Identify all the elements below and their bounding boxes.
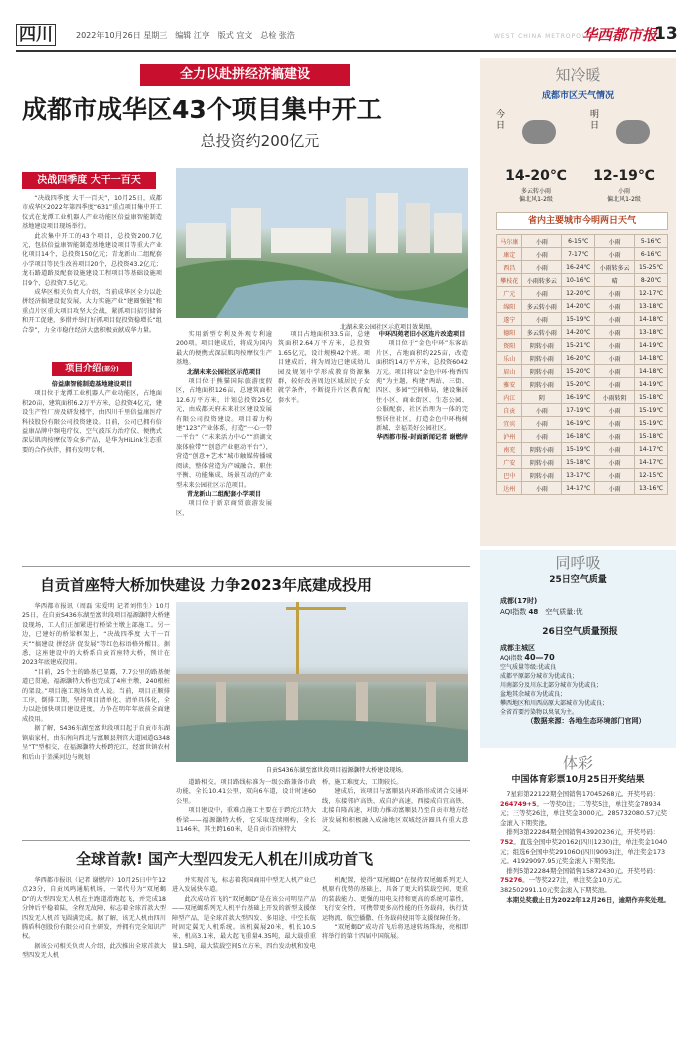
- air-line: 攀西地区和川西高原大部城市为优或良；: [500, 700, 609, 707]
- air-line: 全省首要污染物以臭氧为主。: [500, 709, 579, 716]
- sport-subtitle: 中国体育彩票10月25日开奖结果: [511, 775, 645, 785]
- city-weather-cell: 小雨: [595, 313, 635, 326]
- city-weather-cell: 阴转小雨: [522, 469, 562, 482]
- city-weather-cell: 10-16℃: [562, 274, 595, 287]
- city-weather-cell: 14-17℃: [562, 482, 595, 495]
- city-weather-cell: 6-16℃: [635, 248, 668, 261]
- paragraph: 华西都市报讯（记者 谢燃岸）10月25日中午12点23分，自贡凤鸣通航机场，一架代号为“双尾蝎D”的大型四发无人机在主跑道滑跑起飞，并完成18分钟后平稳着陆，全程无故障，标志着全球首款大型四发无人机首飞圆满完成。据了解，该无人机由四川腾盾科创股份有限公司自主研发，并拥有完全知识产权。: [22, 877, 166, 941]
- edition-meta: 2022年10月26日 星期三 编辑 江亨 版式 宜文 总检 张浩: [76, 31, 295, 40]
- tomorrow-label: 明日: [590, 110, 600, 131]
- cloud-rain-icon: [522, 120, 556, 144]
- city-weather-cell: 12-17℃: [635, 287, 668, 300]
- story2-col3: [322, 778, 468, 836]
- lottery-footer: 本期兑奖截止日为2022年12月26日，逾期作弃奖处理。: [506, 895, 670, 904]
- paragraph: 成华区相关负责人介绍，当前成华区全力以赴拼经济搞建设促发展，大力实施产业“建圈强链”和重点片区重大项目攻坚大会战，紧抓项目招引储备和开工促建，多措并举打好抓项目促投资稳增长“组合拳”，力全市稳住经济大盘积极贡献成华力量。: [22, 289, 162, 334]
- city-weather-cell: 15-20℃: [562, 378, 595, 391]
- story2-col1: [22, 602, 170, 834]
- paragraph: 实用新型专利及外观专利逾200项。项目建成后，将成为国内最大的便携式深层肌肉按摩仪生产基地。: [176, 331, 272, 367]
- air-subtitle-2: 26日空气质量预报: [542, 627, 618, 637]
- divider: [22, 840, 470, 841]
- paragraph: 据了解，S436东湖至富世段项目起于自贡市东湖镇庙家村，由东南向西北与富顺县荆宫大道园道G348呈“T”型相交，在福源灏特大桥跨沱江，经富世镇农村和后山于釜溪河边与规划: [22, 725, 170, 761]
- city-weather-cell: 小雨: [595, 378, 635, 391]
- city-weather-cell: 15-19℃: [562, 313, 595, 326]
- story1-col2-cont: [278, 330, 370, 564]
- air-city: 成都(17时): [500, 597, 538, 605]
- city-weather-row: [497, 248, 668, 261]
- today-desc: 多云转小雨: [520, 188, 551, 195]
- city-weather-cell: 遂宁: [497, 313, 522, 326]
- story3-col2: [172, 876, 316, 1044]
- paragraph: 并实现首飞，标志着我国商用中型无人机产业已进入发展快车道。: [172, 877, 316, 894]
- air-line: 川南部分及川东北部分城市为优或良；: [500, 682, 603, 689]
- city-weather-cell: 12-15℃: [635, 469, 668, 482]
- city-weather-cell: 宜宾: [497, 417, 522, 430]
- subhead-zhonghuan: 中环四苑老旧小区连片改造项目: [378, 331, 466, 338]
- city-weather-cell: 6-15℃: [562, 235, 595, 248]
- city-weather-cell: 广安: [497, 456, 522, 469]
- city-weather-cell: 15-20℃: [562, 365, 595, 378]
- city-weather-cell: 小雨: [595, 417, 635, 430]
- story1-col1: [22, 194, 162, 360]
- lottery-number: 75276: [500, 876, 523, 885]
- paragraph: 据该公司相关负责人介绍，此次推出全球首款大型四发无人机: [22, 942, 166, 960]
- air-line: 盆地其余城市为优或良；: [500, 691, 567, 698]
- city-weather-cell: 14-18℃: [635, 313, 668, 326]
- city-weather-cell: 小雨: [595, 430, 635, 443]
- story1-col3: [376, 330, 468, 564]
- aqi-value: 48: [528, 608, 539, 616]
- projects-tag-label: 项目介绍: [65, 364, 102, 374]
- city-weather-cell: 5-16℃: [635, 235, 668, 248]
- subhead-qinglong: 青龙新山二组配套小学项目: [186, 490, 262, 498]
- city-weather-cell: 13-18℃: [635, 326, 668, 339]
- city-weather-row: [497, 300, 668, 313]
- lottery-item: [500, 790, 670, 828]
- city-weather-cell: 15-19℃: [635, 404, 668, 417]
- city-weather-cell: 阴转小雨: [522, 456, 562, 469]
- lottery-body: 。直选全国中奖20162(四川1230)注，单注奖金1040元；组选6全国中奖29106O(四川9093)注，单注奖金173元。41929097.95元奖金滚入下期奖池。: [500, 837, 668, 866]
- city-weather-row: [497, 430, 668, 443]
- story2-photo-caption: 自贡S436东湖至富世段项目福源灏特大桥建设现场。: [266, 767, 408, 774]
- header-divider: [16, 50, 676, 52]
- paragraph: 机配置，使得“双尾蝎D”在保持双尾蝎系列无人机原有优势的基础上，具备了更大的装载空间、更重的装载能力、更强的用电支持和更高的系统可靠性，飞行安全性，可携带更多高性能的任务载荷，执行货运物流、航空播撒、任务载荷使用等支援保障任务。: [322, 877, 468, 922]
- tomorrow-temp: 12-19℃: [593, 168, 655, 184]
- city-weather-row: [497, 443, 668, 456]
- story1-kicker: 全力以赴拼经济搞建设: [140, 64, 350, 86]
- air-quality: 空气质量:优: [545, 608, 583, 616]
- story3-col3: [322, 876, 468, 1044]
- story1-headline: 成都市成华区43个项目集中开工: [22, 95, 382, 124]
- city-weather-cell: 阴: [522, 391, 562, 404]
- city-weather-cell: 小雨: [522, 313, 562, 326]
- paragraph: “目前，25个主的路基已显露，7.7公里的路基便道已贯通，福源灏特大桥也完成了4座主墩、240根桩的架设。”项目施工现场负责人说。当前，项目正顺排工序，倒排工期，坚持项目清单化、清单具体化，全力以赴加快项目建设进度，力争在明年年底前全面建成投用。: [22, 668, 170, 723]
- city-weather-cell: 15-18℃: [635, 430, 668, 443]
- air-quality-2: 空气质量等级:优或良: [500, 664, 557, 671]
- lottery-number: 752: [500, 837, 514, 846]
- city-weather-cell: 小雨转多云: [522, 274, 562, 287]
- city-weather-cell: 8-20℃: [635, 274, 668, 287]
- air-forecast: [500, 644, 672, 726]
- city-weather-cell: 雅安: [497, 378, 522, 391]
- air-area: 成都主城区: [500, 644, 535, 652]
- city-weather-cell: 小雨: [522, 430, 562, 443]
- city-weather-row: [497, 378, 668, 391]
- city-weather-cell: 多云转小雨: [522, 300, 562, 313]
- city-weather-cell: 攀枝花: [497, 274, 522, 287]
- city-weather-row: [497, 391, 668, 404]
- city-weather-cell: 达州: [497, 482, 522, 495]
- city-weather-cell: 13-18℃: [635, 300, 668, 313]
- city-weather-cell: 16-24℃: [562, 261, 595, 274]
- city-weather-row: [497, 326, 668, 339]
- city-weather-table: [496, 234, 668, 495]
- lottery-head: 7星彩第22122期全国销售17045268元。开奖号码：: [506, 790, 660, 798]
- story3-headline: 全球首款! 国产大型四发无人机在川成功首飞: [76, 850, 374, 868]
- paragraph: 项目占地面积33.5亩，总建筑面积2.64万平方米，总投资1.65亿元，设计规模42个班。项目建成后，将为周边已建成幼儿园及规划中学形成教育资源集群，较好改善周边区域居民子女就学条件，不断提升片区教育配套水平。: [278, 331, 370, 404]
- city-weather-cell: 小雨: [522, 248, 562, 261]
- city-weather-cell: 自贡: [497, 404, 522, 417]
- today-temp: 14-20℃: [505, 168, 567, 184]
- city-weather-cell: 小雨: [595, 352, 635, 365]
- today-wind: 偏北风1-2级: [519, 196, 553, 203]
- city-weather-cell: 15-21℃: [562, 339, 595, 352]
- city-weather-cell: 14-20℃: [562, 300, 595, 313]
- city-weather-cell: 南充: [497, 443, 522, 456]
- city-weather-row: [497, 339, 668, 352]
- aqi-label-2: AQI指数: [500, 655, 523, 662]
- paragraph: 桥，施工难度大、工期较长。: [322, 779, 403, 786]
- rendering-illustration: [176, 168, 468, 318]
- story1-photo: [176, 168, 468, 318]
- city-table-title: 省内主要城市今明两日天气: [496, 212, 668, 230]
- lottery-item: [500, 867, 670, 896]
- city-weather-row: [497, 482, 668, 495]
- city-weather-row: [497, 261, 668, 274]
- city-weather-cell: 小雨: [522, 482, 562, 495]
- cloud-rain-icon: [616, 120, 650, 144]
- air-title: 同呼吸: [555, 554, 601, 572]
- city-weather-row: [497, 417, 668, 430]
- city-weather-cell: 阴转小雨: [522, 443, 562, 456]
- tomorrow-desc: 小雨: [617, 188, 630, 195]
- city-weather-cell: 小雨: [595, 248, 635, 261]
- city-weather-row: [497, 404, 668, 417]
- subhead-beiyikang: 倍益康智能制造基地建设项目: [51, 381, 133, 388]
- city-weather-cell: 16-19℃: [562, 417, 595, 430]
- air-subtitle: 25日空气质量: [549, 575, 607, 585]
- today-forecast: [496, 110, 576, 210]
- city-weather-cell: 小雨: [595, 339, 635, 352]
- paragraph: 建成后，该项目与富顺县内环路形成闭合交通环线，东接邻庐高铁、成自泸高速，西接成自宜高铁、北接自隆高速，对助力推动富顺县乃至自贡市地方经济发展和积极融入成渝地区双城经济圈具有重大意义。: [322, 788, 468, 834]
- city-weather-cell: 小雨: [595, 443, 635, 456]
- subhead-beihu: 北湖未来公园社区示范项目: [186, 368, 262, 376]
- paragraph: 项目位于熊猫国际旅游度假区，占地面积126亩，总建筑面积12.6万平方米，计划总投资25亿元，由成都天府未来社区建设发展有限公司投资建设。项目着力构建“123”产业体系，打造“一心一带一平台”（“未来活力中心”“滨湖文旅体验带”“创意产业驱动平台”），营造“创意+艺术”城市触媒传播城阅读，整体营造为产城融合、职住平衡、功能集成、场景互动的产业型未来公园社区示范项目。: [176, 378, 272, 489]
- lottery-item: [500, 828, 670, 866]
- city-weather-row: [497, 274, 668, 287]
- city-weather-cell: 14-17℃: [635, 443, 668, 456]
- story1-byline: 华西都市报-封面新闻记者 谢燃岸: [376, 434, 468, 442]
- city-weather-cell: 16-19℃: [562, 391, 595, 404]
- city-weather-cell: 15-18℃: [562, 456, 595, 469]
- story1-col1b: [22, 380, 162, 558]
- city-weather-cell: 小雨: [522, 417, 562, 430]
- city-weather-cell: 14-18℃: [635, 352, 668, 365]
- weather-subtitle: 成都市区天气情况: [541, 91, 614, 101]
- city-weather-cell: 西昌: [497, 261, 522, 274]
- paragraph: 道路相交。项目路线标准为一级公路兼备市政功能，全长10.41公里，双向6车道，设计时速60公里。: [176, 779, 316, 805]
- aqi-label: AQI指数: [500, 608, 527, 616]
- city-weather-cell: 13-17℃: [562, 469, 595, 482]
- air-source: （数据来源：各地生态环境部门官网）: [526, 717, 646, 725]
- lottery-body: 。一等奖227注，单注奖金10万元。382502991.10元奖金滚入下期奖池。: [500, 876, 626, 894]
- tomorrow-forecast: [578, 110, 670, 210]
- city-weather-cell: 14-19℃: [635, 339, 668, 352]
- page-number: 13: [654, 24, 678, 44]
- city-weather-cell: 康定: [497, 248, 522, 261]
- city-weather-cell: 小雨: [522, 235, 562, 248]
- city-weather-cell: 小雨: [595, 456, 635, 469]
- city-weather-cell: 16-20℃: [562, 352, 595, 365]
- story1-subhead: 总投资约200亿元: [200, 132, 320, 150]
- city-weather-cell: 小雨转多云: [595, 261, 635, 274]
- city-weather-cell: 小雨: [595, 365, 635, 378]
- city-weather-row: [497, 365, 668, 378]
- story3-col1: [22, 876, 166, 1044]
- today-label: 今日: [496, 110, 506, 131]
- city-weather-row: [497, 287, 668, 300]
- city-weather-cell: 内江: [497, 391, 522, 404]
- paper-english-name: WEST CHINA METROPOLIS DAILY: [494, 33, 619, 40]
- city-weather-cell: 12-20℃: [562, 287, 595, 300]
- tomorrow-wind: 偏北风1-2级: [607, 196, 641, 203]
- city-weather-cell: 小雨: [595, 287, 635, 300]
- paper-logo: 华西都市报: [582, 26, 658, 44]
- story1-tag: 决战四季度 大干一百天: [22, 172, 156, 189]
- city-weather-cell: 泸州: [497, 430, 522, 443]
- city-weather-cell: 小雨: [522, 287, 562, 300]
- city-weather-cell: 阴转小雨: [522, 352, 562, 365]
- city-weather-cell: 7-17℃: [562, 248, 595, 261]
- city-weather-cell: 绵阳: [497, 300, 522, 313]
- city-weather-cell: 资阳: [497, 339, 522, 352]
- city-weather-cell: 小雨: [522, 404, 562, 417]
- paragraph: 项目位于“金色中环”东客站片区，占地面积约225亩，改造面积约14万平方米，总投资6042万元。项目将以“金色中环·梅香四苑”为主题，构建“两站、三街、四区、多园”空间格局，建设集居住小区、商业街区、生态公园、公服配套，社区治理为一体的完整居住社区，打造金色中环梅树新城、幸福美好公园社区。: [376, 340, 468, 433]
- paragraph: 此次成功首飞的“双尾蝎D”是在该公司明星产品——双尾蝎系列无人机平台基础上开发的新型支援保障型产品，是全球首款大型四发、多用途、中空长航时固定翼无人机系统。该机翼展20米，机长10.5米，机高3.1米，最大起飞重量4.35吨，最大载重重量1.5吨，最大装载空间5立方米，四台发动机和发电: [172, 895, 316, 950]
- city-weather-cell: 15-25℃: [635, 261, 668, 274]
- city-weather-cell: 小雨: [595, 300, 635, 313]
- paragraph: “双尾蝎D”成功首飞后将迅速转场珠海，亮相即将举行的第十四届中国航展。: [322, 924, 468, 941]
- paragraph: “决战四季度 大干一百天”，10月25日，成都市成华区2022年第四季度“631”重点项目集中开工仪式在龙潭工业机器人产业功能区倍益康智能制造基地建设项目现场举行。: [22, 195, 162, 231]
- projects-tag: [52, 362, 132, 376]
- city-weather-cell: 小雨转阴: [595, 391, 635, 404]
- air-line: 成都平原部分城市为优或良；: [500, 673, 579, 680]
- city-weather-cell: 眉山: [497, 365, 522, 378]
- city-weather-cell: 17-19℃: [562, 404, 595, 417]
- story1-photo-caption: 北湖未来公园社区示范项目效果图。: [340, 324, 437, 331]
- aqi-range: 40—70: [524, 653, 555, 662]
- city-weather-cell: 广元: [497, 287, 522, 300]
- story2-photo: [176, 602, 468, 762]
- paragraph: 华西都市报讯（周磊 宋爱明 记者刘伟生）10月25日，在自贡S436东湖至富世段项目福源灏特大桥建设现场，工人们正加紧进行桥梁主墩上部施工。另一边，已建好的桥梁框架上，“决战四季度 大干一百天”“搞建设 拼经济 促发展”等红色标语格外醒目。据悉，这座建设中的大桥系自贡首座特大桥，预计在2023年底建成投用。: [22, 603, 170, 667]
- city-weather-cell: 小雨: [522, 261, 562, 274]
- divider: [22, 566, 470, 567]
- city-weather-cell: 阴转小雨: [522, 339, 562, 352]
- city-weather-cell: 巴中: [497, 469, 522, 482]
- lottery-head: 排列5第22284期全国销售15872430元。开奖号码：: [506, 866, 660, 875]
- weather-title: 知冷暖: [555, 66, 601, 84]
- paragraph: 项目位于新京商贸旅游发展区，: [176, 500, 272, 517]
- lottery-body: 。一等奖0注；二等奖5注，单注奖金78934元；三等奖26注，单注奖金3000元。285732080.57元奖金滚入下期奖池。: [500, 799, 668, 827]
- city-weather-cell: 阴转小雨: [522, 365, 562, 378]
- city-weather-cell: 14-19℃: [635, 378, 668, 391]
- story1-col2: [176, 330, 272, 564]
- city-weather-row: [497, 313, 668, 326]
- lottery-results: [500, 790, 670, 1044]
- city-weather-cell: 15-19℃: [635, 417, 668, 430]
- city-weather-cell: 小雨: [595, 482, 635, 495]
- bridge-illustration: [176, 602, 468, 762]
- city-weather-row: [497, 456, 668, 469]
- city-weather-cell: 晴: [595, 274, 635, 287]
- city-weather-cell: 15-19℃: [562, 443, 595, 456]
- paragraph: 此次集中开工的43个项目，总投资200.7亿元，包括倍益康智能制造基地建设项目等重大产业化项目14个，总投资150亿元；青龙新山二组配套小学项目等民生改善项目20个，总投资43.2亿元；龙石路道路及配套设施建设工程项目等基础设施项目9个，总投资7.5亿元。: [22, 232, 162, 287]
- city-weather-row: [497, 469, 668, 482]
- city-weather-cell: 小雨: [595, 469, 635, 482]
- lottery-head: 排列3第22284期全国销售43920236元，开奖号码：: [506, 828, 660, 837]
- city-weather-row: [497, 352, 668, 365]
- projects-tag-small: (部分): [101, 366, 119, 373]
- city-weather-cell: 阴转小雨: [522, 378, 562, 391]
- sport-title: 体彩: [562, 754, 593, 772]
- city-weather-cell: 德阳: [497, 326, 522, 339]
- story2-col2: [176, 778, 316, 836]
- section-label: 四川: [16, 24, 56, 46]
- city-weather-cell: 乐山: [497, 352, 522, 365]
- city-weather-row: [497, 235, 668, 248]
- paragraph: 项目建设中，重难点施工主要在于跨沱江特大桥梁——福源灏特大桥，它采取连续刚构，全长1146米，其主跨160米，是自贡市首座特大: [176, 807, 316, 834]
- city-weather-cell: 小雨: [595, 326, 635, 339]
- paragraph: 项目位于龙潭工业机器人产业功能区，占地面积20亩，建筑面积6.2万平方米，总投资4亿元，建设生产性厂房及研发楼宇，由四川千里倍益康医疗科技股份有限公司投资建设。目前，公司已拥有倍益康品牌中频电疗仪、空气波压力治疗仪、便携式深层肌肉按摩仪等众多产品，是华为HiLink生态重要的合作伙伴，拥有发明专利、: [22, 390, 162, 454]
- air-today: [500, 596, 670, 618]
- city-weather-cell: 14-20℃: [562, 326, 595, 339]
- city-weather-cell: 15-18℃: [635, 391, 668, 404]
- city-weather-cell: 小雨: [595, 404, 635, 417]
- city-weather-cell: 14-18℃: [635, 365, 668, 378]
- city-weather-cell: 14-17℃: [635, 456, 668, 469]
- city-weather-cell: 13-16℃: [635, 482, 668, 495]
- city-weather-cell: 马尔康: [497, 235, 522, 248]
- city-weather-cell: 多云转小雨: [522, 326, 562, 339]
- city-weather-cell: 小雨: [595, 235, 635, 248]
- city-weather-cell: 16-18℃: [562, 430, 595, 443]
- story2-headline: 自贡首座特大桥加快建设 力争2023年底建成投用: [40, 576, 372, 594]
- lottery-number: 264749+5: [500, 799, 537, 808]
